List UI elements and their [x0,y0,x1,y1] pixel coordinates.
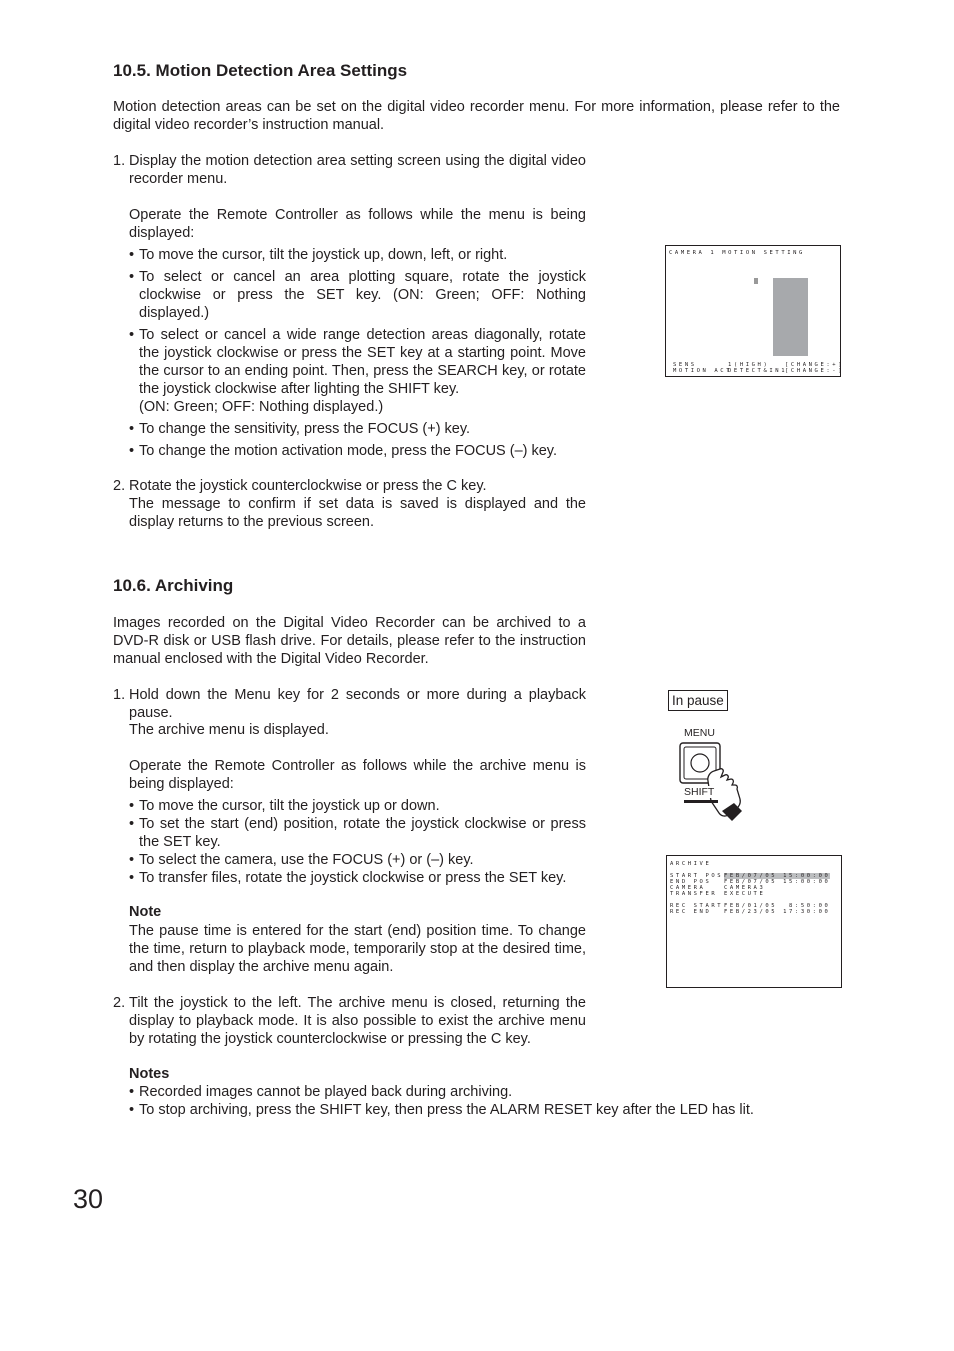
archive-screen-title: ARCHIVE [670,861,712,867]
motion-step2-text: Rotate the joystick counterclockwise or press the C key. [129,478,487,494]
motion-cursor [754,278,758,284]
motion-bullet: • To select or cancel a wide range detection areas diagonally, rotate the joystick clockwise or press the SET key at a starting point. Move the cursor to an ending point. Then, press the SEARCH key, or rotate the joystick clockwise after lighting the SHIFT key. [129,326,586,398]
motion-sens-action: [CHANGE:+] [785,362,845,368]
archive-step1-result: The archive menu is displayed. [129,722,329,738]
motion-intro-paragraph: Motion detection areas can be set on the digital video recorder menu. For more information, please refer to the digital video recorder’s instruction manual. [113,99,840,133]
motion-bullet-extra: (ON: Green; OFF: Nothing displayed.) [139,399,384,415]
archive-notes-title: Notes [129,1066,170,1082]
archive-note-item: • To stop archiving, press the SHIFT key, then press the ALARM RESET key after the LED has lit. [129,1101,829,1119]
motion-act-action: [CHANGE:-] [785,368,845,374]
archive-note-title: Note [129,904,162,920]
archive-note-text: The pause time is entered for the start (end) position time. To change the time, return to playback mode, temporarily stop at the desired time, and then display the archive menu again. [129,923,586,975]
motion-bullet: • To change the motion activation mode, press the FOCUS (–) key. [129,442,586,460]
archive-intro-paragraph: Images recorded on the Digital Video Recorder can be archived to a DVD-R disk or USB flash drive. For details, please refer to the instruction manual enclosed with the Digital Video Recorder. [113,615,586,667]
archive-menu-screen [666,855,842,988]
motion-bullet-list [129,246,586,460]
section-title-archiving: 10.6. Archiving [113,576,234,595]
archive-step1-text: Hold down the Menu key for 2 seconds or more during a playback pause. [129,687,586,721]
archive-row-value: FEB/23/05 17:30:00 [724,909,831,915]
motion-step1-number: 1. [113,153,126,169]
archive-row-value: CAMERA3 [724,885,766,891]
archive-step1-instructions: Operate the Remote Controller as follows while the archive menu is being displayed: [129,758,586,792]
archive-step1-number: 1. [113,687,126,703]
archive-bullet: • To move the cursor, tilt the joystick up or down. [129,797,586,815]
archive-row-label: CAMERA [670,885,706,891]
in-pause-label: In pause [668,690,728,711]
motion-act-label: MOTION ACT [673,368,733,374]
archive-bullet: • To transfer files, rotate the joystick clockwise or press the SET key. [129,869,586,887]
motion-step1-instructions: Operate the Remote Controller as follows while the menu is being displayed: [129,207,586,241]
shift-led-bar [684,800,718,803]
motion-screen-title: CAMERA 1 MOTION SETTING [669,250,805,256]
motion-sens-label: SENS [673,362,697,368]
archive-bullet: • To set the start (end) position, rotate the joystick clockwise or press the SET key. [129,815,586,851]
archive-row-label: REC END [670,909,712,915]
motion-bullet: • To select or cancel an area plotting square, rotate the joystick clockwise or press the SET key. (ON: Green; OFF: Nothing displayed.) [129,268,586,322]
motion-bullet: • To change the sensitivity, press the FOCUS (+) key. [129,420,586,438]
archive-note-item: • Recorded images cannot be played back during archiving. [129,1083,829,1101]
motion-setting-screen [665,245,845,377]
archive-row-label: REC START [670,903,724,909]
motion-step2-result: The message to confirm if set data is saved is displayed and the display returns to the previous screen. [129,496,586,530]
menu-key-label: MENU [684,727,715,739]
hand-pressing-key-icon [678,741,754,821]
motion-act-value: DETECT&IN1 [728,368,788,374]
archive-step2-text: Tilt the joystick to the left. The archive menu is closed, returning the display to playback mode. It is also possible to exist the archive menu by rotating the joystick counterclockwise or pressing the C key. [129,995,586,1047]
archive-row-label: END POS [670,879,712,885]
archive-row-label: TRANSFER [670,891,718,897]
archive-row-value: EXECUTE [724,891,766,897]
motion-detection-area [773,278,808,356]
motion-sens-value: 1(HIGH) [728,362,770,368]
section-title-motion-detection: 10.5. Motion Detection Area Settings [113,61,408,80]
archive-row-value: FEB/01/05 8:50:00 [724,903,831,909]
archive-row-value: FEB/07/05 15:00:00 [724,879,831,885]
archive-notes-list [129,1083,829,1119]
archive-row-label: START POS [670,873,724,879]
archive-row-value-selected: FEB/07/05 15:00:00 [724,873,831,879]
motion-step2-number: 2. [113,478,126,494]
shift-key-label: SHIFT [684,786,715,798]
motion-step1-text: Display the motion detection area setting screen using the digital video recorder menu. [129,153,586,187]
archive-step2-number: 2. [113,995,126,1011]
page-number: 30 [73,1184,104,1214]
archive-bullet: • To select the camera, use the FOCUS (+) or (–) key. [129,851,586,869]
archive-bullet-list [129,797,586,887]
motion-bullet: • To move the cursor, tilt the joystick up, down, left, or right. [129,246,586,264]
